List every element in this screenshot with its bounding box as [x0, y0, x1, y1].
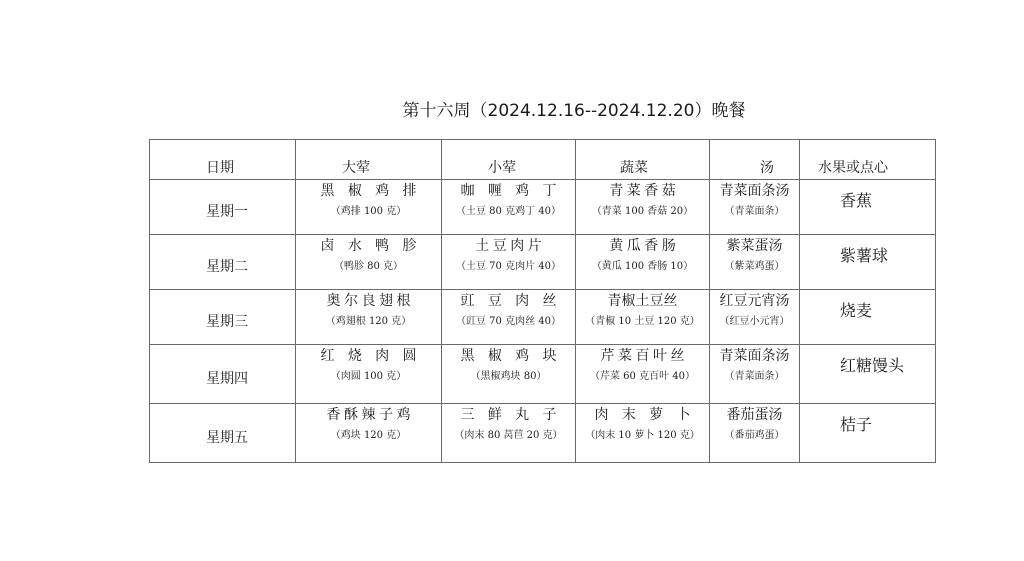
- fruit-cell: 桔子: [800, 404, 936, 463]
- side-dish-cell: [442, 404, 576, 463]
- dish-note: （豇豆 70 克肉丝 40）: [456, 316, 561, 327]
- dish-name: 青菜面条汤: [719, 183, 790, 199]
- dish-name: 肉末萝卜: [594, 407, 704, 423]
- main-dish-cell: [296, 290, 442, 345]
- header-day: 日期: [150, 140, 296, 180]
- main-dish-cell: [296, 235, 442, 290]
- side-dish-cell: [442, 345, 576, 404]
- fruit-cell: 红糖馒头: [800, 345, 936, 404]
- dish-note: （青菜面条）: [724, 371, 785, 382]
- main-dish-cell: [296, 180, 442, 235]
- fruit-cell: 香蕉: [800, 180, 936, 235]
- page-title: 第十六周（2024.12.16--2024.12.20）晚餐: [402, 101, 746, 121]
- soup-cell: [710, 345, 800, 404]
- day-cell: 星期一: [150, 180, 296, 235]
- table-row: [150, 235, 936, 290]
- dish-name: 番茄蛋汤: [726, 407, 783, 423]
- dish-note: （肉末 10 萝卜 120 克）: [585, 430, 700, 441]
- header-vegetable: 蔬菜: [576, 140, 710, 180]
- vegetable-cell: [576, 290, 710, 345]
- table-row: [150, 345, 936, 404]
- vegetable-cell: [576, 180, 710, 235]
- dish-note: （芹菜 60 克百叶 40）: [590, 371, 695, 382]
- dish-name: 三鲜丸子: [460, 407, 570, 423]
- dish-name: 黑椒鸡块: [460, 348, 570, 364]
- vegetable-cell: [576, 235, 710, 290]
- menu-table: [149, 139, 936, 463]
- dish-name: 青菜面条汤: [719, 348, 790, 364]
- dish-note: （土豆 80 克鸡丁 40）: [456, 206, 561, 217]
- main-dish-cell: [296, 345, 442, 404]
- dish-note: （青椒 10 土豆 120 克）: [585, 316, 700, 327]
- soup-cell: [710, 404, 800, 463]
- dish-note: （番茄鸡蛋）: [724, 430, 785, 441]
- dish-note: （鸡块 120 克）: [330, 430, 407, 441]
- side-dish-cell: [442, 290, 576, 345]
- dish-note: （鸡翅根 120 克）: [325, 316, 412, 327]
- day-cell: 星期三: [150, 290, 296, 345]
- fruit-cell: 紫薯球: [800, 235, 936, 290]
- dish-note: （青菜面条）: [724, 206, 785, 217]
- dish-note: （青菜 100 香菇 20）: [591, 206, 694, 217]
- dish-note: （肉末 80 莴苣 20 克）: [454, 430, 563, 441]
- dish-note: （鸭胗 80 克）: [333, 261, 404, 272]
- soup-cell: [710, 235, 800, 290]
- dish-note: （土豆 70 克肉片 40）: [456, 261, 561, 272]
- dish-name: 紫菜蛋汤: [726, 238, 783, 254]
- dish-note: （肉圆 100 克）: [330, 371, 407, 382]
- dish-name: 土豆肉片: [475, 238, 546, 254]
- dish-note: （黑椒鸡块 80）: [470, 371, 547, 382]
- dish-note: （鸡排 100 克）: [330, 206, 407, 217]
- dish-name: 豇豆肉丝: [460, 293, 570, 309]
- fruit-cell: 烧麦: [800, 290, 936, 345]
- dish-note: （紫菜鸡蛋）: [724, 261, 785, 272]
- main-dish-cell: [296, 404, 442, 463]
- header-main-dish: 大荤: [296, 140, 442, 180]
- dish-name: 青菜香菇: [609, 183, 680, 199]
- vegetable-cell: [576, 345, 710, 404]
- table-row: [150, 290, 936, 345]
- soup-cell: [710, 180, 800, 235]
- day-cell: 星期二: [150, 235, 296, 290]
- dish-name: 奥尔良翅根: [326, 293, 414, 309]
- dish-name: 青椒土豆丝: [607, 293, 678, 309]
- dish-name: 香酥辣子鸡: [326, 407, 414, 423]
- dish-note: （红豆小元宵）: [719, 316, 790, 327]
- dish-name: 红豆元宵汤: [719, 293, 790, 309]
- vegetable-cell: [576, 404, 710, 463]
- dish-name: 黄瓜香肠: [609, 238, 680, 254]
- side-dish-cell: [442, 235, 576, 290]
- table-row: [150, 180, 936, 235]
- day-cell: 星期四: [150, 345, 296, 404]
- header-soup: 汤: [710, 140, 800, 180]
- table-row: [150, 404, 936, 463]
- dish-name: 咖喱鸡丁: [460, 183, 570, 199]
- day-cell: 星期五: [150, 404, 296, 463]
- side-dish-cell: [442, 180, 576, 235]
- dish-name: 卤水鸭胗: [320, 238, 430, 254]
- header-side-dish: 小荤: [442, 140, 576, 180]
- dish-name: 芹菜百叶丝: [600, 348, 688, 364]
- header-row: [150, 140, 936, 180]
- header-fruit: 水果或点心: [800, 140, 936, 180]
- dish-name: 红烧肉圆: [320, 348, 430, 364]
- soup-cell: [710, 290, 800, 345]
- dish-note: （黄瓜 100 香肠 10）: [591, 261, 694, 272]
- dish-name: 黑椒鸡排: [320, 183, 430, 199]
